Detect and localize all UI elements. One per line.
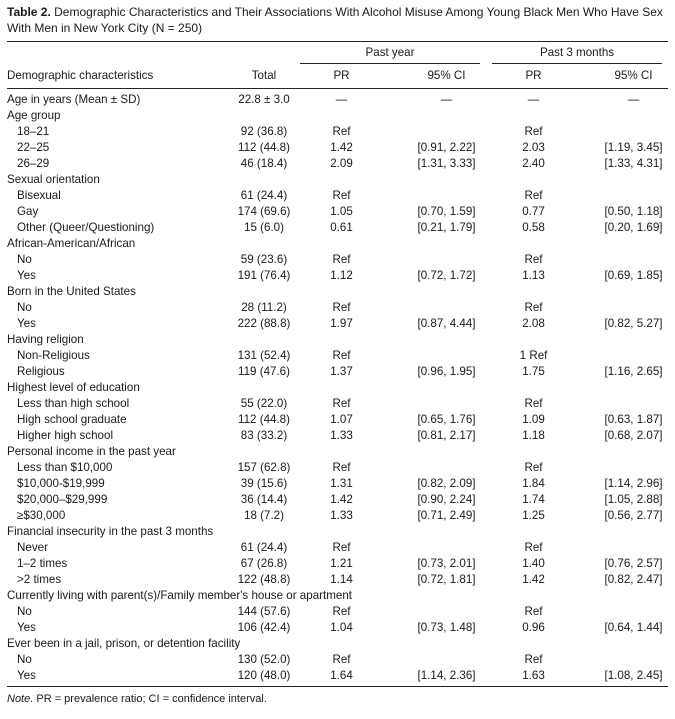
row-label: Less than $10,000 [17, 461, 113, 474]
header-past-3-months: Past 3 months [486, 42, 668, 65]
header-ci-past-3-months: 95% CI [581, 64, 668, 89]
row-total: 28 (11.2) [241, 301, 287, 314]
row-ci-past-year [389, 524, 486, 540]
row-pr-past-year [294, 236, 389, 252]
row-pr-past-3-months: 1.75 [522, 365, 545, 378]
row-ci-past-year: [0.21, 1.79] [417, 221, 476, 234]
row-ci-past-year [389, 652, 486, 668]
row-pr-past-3-months: Ref [524, 461, 543, 474]
row-total [222, 444, 294, 460]
row-ci-past-year: [0.87, 4.44] [417, 317, 476, 330]
row-ci-past-3-months [581, 524, 668, 540]
table-row-category [7, 524, 668, 540]
row-pr-past-year: 0.61 [330, 221, 353, 234]
row-ci-past-3-months: [1.19, 3.45] [604, 141, 663, 154]
row-pr-past-3-months: Ref [524, 189, 543, 202]
row-ci-past-3-months: [0.20, 1.69] [604, 221, 663, 234]
row-ci-past-year [389, 332, 486, 348]
header-characteristics: Demographic characteristics [7, 64, 222, 89]
table-row [7, 652, 668, 668]
row-pr-past-3-months: 1.25 [522, 509, 545, 522]
row-ci-past-3-months [581, 332, 668, 348]
row-label: Having religion [7, 333, 84, 346]
row-ci-past-3-months [581, 604, 668, 620]
row-ci-past-year: [1.31, 3.33] [417, 157, 476, 170]
row-pr-past-3-months [486, 172, 581, 188]
row-pr-past-3-months: 0.96 [522, 621, 545, 634]
row-ci-past-year [389, 380, 486, 396]
row-pr-past-year [294, 636, 389, 652]
row-label: Non-Religious [17, 349, 90, 362]
table-row [7, 508, 668, 524]
row-ci-past-3-months [581, 348, 668, 364]
row-ci-past-year: [0.82, 2.09] [417, 477, 476, 490]
row-ci-past-3-months: [0.68, 2.07] [604, 429, 663, 442]
row-total: 46 (18.4) [240, 157, 288, 170]
row-total: 55 (22.0) [240, 397, 288, 410]
note-label: Note. [7, 693, 34, 705]
row-pr-past-year: 2.09 [330, 157, 353, 170]
header-group-row [7, 42, 668, 65]
row-ci-past-3-months: [1.05, 2.88] [604, 493, 663, 506]
row-ci-past-year [389, 252, 486, 268]
row-pr-past-3-months [486, 636, 581, 652]
table-row [7, 428, 668, 444]
row-label: Never [17, 541, 48, 554]
caption-text: Demographic Characteristics and Their Associations With Alcohol Misuse Among Young Black Men Who Have Sex With Men in New York City (N = 250) [7, 5, 663, 35]
row-label: 18–21 [17, 125, 50, 138]
row-ci-past-3-months: [1.33, 4.31] [604, 157, 663, 170]
row-total: 36 (14.4) [240, 493, 288, 506]
row-ci-past-year: [0.73, 2.01] [417, 557, 476, 570]
row-pr-past-year: 1.42 [330, 141, 353, 154]
table-row [7, 268, 668, 284]
row-label: ≥$30,000 [17, 509, 66, 522]
row-total: 61 (24.4) [240, 541, 288, 554]
row-pr-past-3-months: 0.58 [522, 221, 545, 234]
row-total: 22.8 ± 3.0 [238, 93, 290, 106]
row-ci-past-year [389, 636, 486, 652]
header-ci-past-year: 95% CI [389, 64, 486, 89]
row-pr-past-3-months: 1.09 [522, 413, 545, 426]
table-row [7, 476, 668, 492]
row-label: Highest level of education [7, 381, 140, 394]
row-pr-past-year: Ref [332, 189, 351, 202]
row-ci-past-3-months [581, 124, 668, 140]
row-ci-past-3-months: [1.16, 2.65] [604, 365, 663, 378]
row-label: $20,000–$29,999 [17, 493, 108, 506]
row-label: Currently living with parent(s)/Family member's house or apartment [7, 589, 352, 602]
row-pr-past-year [294, 380, 389, 396]
header-past-year: Past year [294, 42, 486, 65]
row-ci-past-3-months [581, 636, 668, 652]
row-total [222, 172, 294, 188]
table-figure [7, 0, 668, 705]
row-pr-past-year [294, 284, 389, 300]
row-pr-past-year: Ref [332, 653, 351, 666]
table-row [7, 220, 668, 236]
row-total [222, 380, 294, 396]
row-ci-past-year: [0.91, 2.22] [417, 141, 476, 154]
row-total: 112 (44.8) [238, 413, 290, 426]
row-label: >2 times [17, 573, 62, 586]
row-pr-past-year [294, 524, 389, 540]
table-row [7, 252, 668, 268]
row-label: Yes [17, 317, 36, 330]
row-pr-past-3-months: 1.13 [522, 269, 545, 282]
row-total: 144 (57.6) [237, 605, 291, 618]
row-ci-past-3-months [581, 444, 668, 460]
row-ci-past-year [389, 588, 486, 604]
row-pr-past-year: 1.33 [330, 429, 353, 442]
row-label: No [17, 301, 32, 314]
table-row-category [7, 89, 668, 109]
row-pr-past-year: 1.33 [330, 509, 353, 522]
row-pr-past-3-months: 2.08 [522, 317, 545, 330]
row-ci-past-year: [0.71, 2.49] [417, 509, 476, 522]
row-label: Age in years (Mean ± SD) [7, 93, 141, 106]
row-pr-past-year: Ref [332, 253, 351, 266]
row-ci-past-3-months: [0.82, 5.27] [604, 317, 663, 330]
row-label: Sexual orientation [7, 173, 100, 186]
row-pr-past-3-months: 1.84 [522, 477, 545, 490]
row-pr-past-3-months: Ref [524, 253, 543, 266]
row-ci-past-3-months: [0.56, 2.77] [604, 509, 663, 522]
row-total: 15 (6.0) [244, 221, 284, 234]
row-label: $10,000-$19,999 [17, 477, 105, 490]
row-pr-past-3-months: — [527, 93, 540, 106]
table-row [7, 460, 668, 476]
row-ci-past-3-months [581, 172, 668, 188]
row-pr-past-year [294, 108, 389, 124]
row-pr-past-3-months [486, 444, 581, 460]
row-pr-past-3-months: Ref [524, 301, 543, 314]
row-ci-past-year [389, 460, 486, 476]
table-body [7, 89, 668, 687]
row-label: Ever been in a jail, prison, or detention facility [7, 637, 241, 650]
row-label: African-American/African [7, 237, 136, 250]
row-ci-past-3-months [581, 252, 668, 268]
row-label: 26–29 [17, 157, 50, 170]
row-total: 112 (44.8) [238, 141, 290, 154]
row-ci-past-3-months: [0.82, 2.47] [604, 573, 663, 586]
table-row-category [7, 380, 668, 396]
row-ci-past-year: — [440, 93, 453, 106]
row-total: 61 (24.4) [240, 189, 288, 202]
row-total: 39 (15.6) [240, 477, 288, 490]
row-ci-past-year [389, 172, 486, 188]
table-row [7, 396, 668, 412]
row-total [222, 108, 294, 124]
row-ci-past-year: [1.14, 2.36] [389, 668, 486, 687]
row-ci-past-3-months: [0.69, 1.85] [604, 269, 663, 282]
row-pr-past-3-months [486, 284, 581, 300]
table-row [7, 204, 668, 220]
row-total: 120 (48.0) [222, 668, 294, 687]
row-pr-past-3-months: 1.40 [522, 557, 545, 570]
row-pr-past-year: Ref [332, 541, 351, 554]
row-pr-past-year: Ref [332, 605, 351, 618]
row-pr-past-3-months: 1 Ref [519, 349, 548, 362]
row-label: Other (Queer/Questioning) [17, 221, 155, 234]
row-pr-past-3-months: 2.40 [522, 157, 545, 170]
row-pr-past-3-months: 2.03 [522, 141, 545, 154]
row-pr-past-3-months [486, 524, 581, 540]
row-pr-past-year: Ref [332, 125, 351, 138]
row-pr-past-year: 1.31 [330, 477, 353, 490]
row-ci-past-year: [0.81, 2.17] [417, 429, 476, 442]
row-total: 122 (48.8) [237, 573, 291, 586]
row-ci-past-3-months: [0.76, 2.57] [604, 557, 663, 570]
row-ci-past-year [389, 444, 486, 460]
row-ci-past-3-months: [1.08, 2.45] [581, 668, 668, 687]
row-pr-past-3-months: Ref [524, 397, 543, 410]
row-ci-past-year: [0.70, 1.59] [417, 205, 476, 218]
row-pr-past-3-months [486, 332, 581, 348]
row-ci-past-year: [0.73, 1.48] [417, 621, 476, 634]
row-total: 59 (23.6) [240, 253, 288, 266]
table-row-category [7, 332, 668, 348]
row-ci-past-3-months [581, 108, 668, 124]
row-ci-past-3-months: [0.63, 1.87] [604, 413, 663, 426]
row-total: 67 (26.8) [240, 557, 288, 570]
row-total: 191 (76.4) [237, 269, 291, 282]
row-label: Born in the United States [7, 285, 136, 298]
table-row-category [7, 236, 668, 252]
header-pr-past-3-months: PR [486, 64, 581, 89]
demographics-table [7, 41, 668, 687]
row-label: No [17, 653, 32, 666]
row-ci-past-3-months [581, 540, 668, 556]
row-label: Financial insecurity in the past 3 months [7, 525, 214, 538]
row-label: Less than high school [17, 397, 130, 410]
row-pr-past-year: Ref [332, 301, 351, 314]
row-ci-past-year: [0.96, 1.95] [417, 365, 476, 378]
row-label: Yes [17, 621, 36, 634]
row-ci-past-year: [0.90, 2.24] [417, 493, 476, 506]
table-row [7, 604, 668, 620]
row-ci-past-year [389, 300, 486, 316]
row-total [222, 284, 294, 300]
row-ci-past-year [389, 188, 486, 204]
row-pr-past-year [294, 172, 389, 188]
row-label: Age group [7, 109, 61, 122]
row-label: No [17, 605, 32, 618]
row-total: 119 (47.6) [238, 365, 290, 378]
row-ci-past-3-months [581, 396, 668, 412]
row-pr-past-year: Ref [332, 349, 351, 362]
row-ci-past-year: [0.72, 1.81] [417, 573, 476, 586]
row-ci-past-3-months [581, 300, 668, 316]
row-pr-past-year: — [335, 93, 348, 106]
row-pr-past-year: 1.64 [294, 668, 389, 687]
row-total: 83 (33.2) [240, 429, 288, 442]
row-pr-past-year: 1.37 [330, 365, 353, 378]
row-pr-past-year [294, 444, 389, 460]
row-pr-past-3-months [486, 588, 581, 604]
row-pr-past-year: 1.97 [330, 317, 353, 330]
row-label: Gay [17, 205, 39, 218]
row-ci-past-year: [0.72, 1.72] [417, 269, 476, 282]
row-ci-past-3-months [581, 284, 668, 300]
row-total [222, 332, 294, 348]
note-text: PR = prevalence ratio; CI = confidence interval. [36, 693, 267, 705]
row-label: High school graduate [17, 413, 127, 426]
table-row-category [7, 588, 668, 604]
table-caption [7, 4, 668, 36]
row-ci-past-3-months [581, 188, 668, 204]
table-row [7, 620, 668, 636]
row-pr-past-year: 1.05 [330, 205, 353, 218]
table-row-category [7, 172, 668, 188]
row-total: 131 (52.4) [237, 349, 291, 362]
row-label: Yes [17, 269, 36, 282]
table-row [7, 572, 668, 588]
row-ci-past-3-months [581, 588, 668, 604]
row-pr-past-3-months [486, 108, 581, 124]
row-pr-past-3-months: 1.63 [486, 668, 581, 687]
row-label: No [17, 253, 32, 266]
row-total [222, 236, 294, 252]
row-label: Religious [17, 365, 65, 378]
caption-label: Table 2. [7, 5, 51, 19]
row-total: 92 (36.8) [240, 125, 288, 138]
row-pr-past-year: 1.42 [330, 493, 353, 506]
row-ci-past-3-months: [1.14, 2.96] [604, 477, 663, 490]
table-row [7, 668, 668, 687]
table-row [7, 540, 668, 556]
row-pr-past-3-months: 1.42 [522, 573, 545, 586]
row-ci-past-year [389, 604, 486, 620]
row-ci-past-year [389, 540, 486, 556]
header-pr-past-year: PR [294, 64, 389, 89]
row-pr-past-year: Ref [332, 461, 351, 474]
row-total: 106 (42.4) [237, 621, 291, 634]
row-pr-past-3-months: Ref [524, 653, 543, 666]
table-row [7, 300, 668, 316]
row-pr-past-3-months: 1.74 [522, 493, 545, 506]
row-label: Higher high school [17, 429, 114, 442]
row-label: Personal income in the past year [7, 445, 176, 458]
row-total: 130 (52.0) [237, 653, 291, 666]
row-ci-past-year [389, 124, 486, 140]
header-total: Total [222, 64, 294, 89]
row-ci-past-year [389, 236, 486, 252]
row-ci-past-3-months: [0.50, 1.18] [604, 205, 663, 218]
row-label: 1–2 times [17, 557, 68, 570]
row-total: 174 (69.6) [237, 205, 291, 218]
row-pr-past-3-months [486, 236, 581, 252]
row-total [222, 524, 294, 540]
row-pr-past-3-months: 0.77 [522, 205, 545, 218]
row-ci-past-3-months [581, 652, 668, 668]
row-pr-past-3-months: Ref [524, 541, 543, 554]
row-ci-past-year [389, 284, 486, 300]
table-note [7, 693, 668, 705]
row-ci-past-3-months [581, 460, 668, 476]
row-pr-past-3-months: 1.18 [522, 429, 545, 442]
row-ci-past-year [389, 396, 486, 412]
table-row-category [7, 108, 668, 124]
row-pr-past-year: 1.04 [330, 621, 353, 634]
row-pr-past-3-months: Ref [524, 605, 543, 618]
header-column-row [7, 64, 668, 89]
row-label: Yes [7, 668, 222, 687]
table-row [7, 316, 668, 332]
row-total: 222 (88.8) [237, 317, 291, 330]
table-row-category [7, 636, 668, 652]
table-row-category [7, 284, 668, 300]
table-row [7, 412, 668, 428]
table-row [7, 492, 668, 508]
row-ci-past-3-months: — [627, 93, 640, 106]
row-pr-past-year: 1.07 [330, 413, 353, 426]
row-pr-past-3-months [486, 380, 581, 396]
row-ci-past-year [389, 108, 486, 124]
table-row [7, 140, 668, 156]
row-total: 18 (7.2) [244, 509, 284, 522]
row-ci-past-3-months [581, 236, 668, 252]
table-row [7, 364, 668, 380]
row-pr-past-year: 1.14 [330, 573, 353, 586]
row-pr-past-year [294, 332, 389, 348]
row-label: 22–25 [17, 141, 50, 154]
table-row-category [7, 444, 668, 460]
row-pr-past-year: Ref [332, 397, 351, 410]
row-label: Bisexual [17, 189, 61, 202]
row-pr-past-year: 1.21 [330, 557, 353, 570]
row-ci-past-3-months: [0.64, 1.44] [604, 621, 663, 634]
table-row [7, 156, 668, 172]
table-row [7, 556, 668, 572]
row-total: 157 (62.8) [237, 461, 291, 474]
row-ci-past-3-months [581, 380, 668, 396]
row-ci-past-year [389, 348, 486, 364]
table-row [7, 188, 668, 204]
table-row [7, 124, 668, 140]
row-pr-past-year: 1.12 [330, 269, 353, 282]
row-pr-past-3-months: Ref [524, 125, 543, 138]
table-row [7, 348, 668, 364]
row-ci-past-year: [0.65, 1.76] [417, 413, 476, 426]
